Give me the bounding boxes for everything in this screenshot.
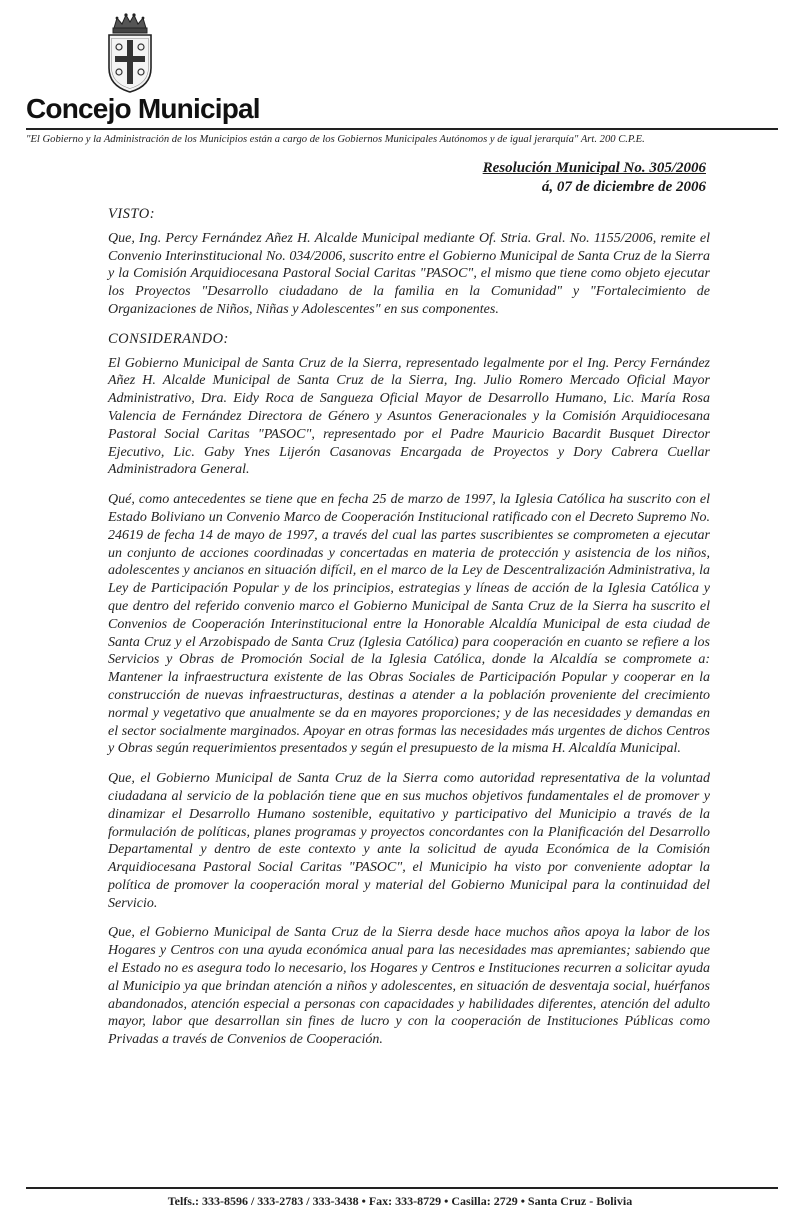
document-body: [108, 203, 710, 1049]
visto-heading: VISTO:: [108, 206, 156, 222]
considerando-paragraph: Que, el Gobierno Municipal de Santa Cruz de la Sierra como autoridad representativa de la voluntad ciudadana al servicio de la población tiene que en sus muchos objetivos fundamentales el de promover y dinamizar el Desarrollo Humano sostenible, equitativo y participativo del Municipio a través de la formulación de políticas, planes programas y proyectos concordantes con la Planificación del Desarrollo Departamental y dentro de este contexto y ante la solicitud de ayuda Económica de la Comisión Arquidiocesana Pastoral Social Caritas "PASOC", el Municipio ha visto por conveniente adoptar la política de promover la cooperación moral y material del Gobierno Municipal para la continuidad del Servicio.: [108, 771, 710, 911]
considerando-heading: CONSIDERANDO:: [108, 330, 229, 347]
footer-contact: Telfs.: 333-8596 / 333-2783 / 333-3438 • Fax: 333-8729 • Casilla: 2729 • Santa Cruz - Bolivia: [167, 1194, 633, 1208]
constitution-motto: "El Gobierno y la Administración de los Municipios están a cargo de los Gobiernos Municipales Autónomos y de igual jerarquía" Art. 200 C.P.E.: [26, 134, 645, 145]
council-name: Concejo Municipal: [26, 93, 260, 124]
visto-paragraph: Que, Ing. Percy Fernández Añez H. Alcalde Municipal mediante Of. Stria. Gral. No. 1155/2006, remite el Convenio Interinstitucional No. 034/2006, suscrito entre el Gobierno Municipal de Santa Cruz de la Sierra y la Comisión Arquidiocesana Pastoral Social Caritas "PASOC", el mismo que tiene como objeto ejecutar los Proyectos "Desarrollo ciudadano de la familia en la Comunidad" y "Fortalecimiento de Organizaciones de Niños, Niñas y Adolescentes" en sus componentes.: [108, 230, 710, 317]
considerando-paragraph: Que, el Gobierno Municipal de Santa Cruz de la Sierra desde hace muchos años apoya la labor de los Hogares y Centros con una ayuda económica anual para las necesidades mas apremiantes; sabiendo que el Estado no es asegura todo lo necesario, los Hogares y Centros e Instituciones recurren a solicitar ayuda al Municipio ya que brindan atención a niños y adolescentes, en situación de desventaja social, huérfanos abandonados, atención especial a personas con capacidades y habilidades diferentes, atención del adulto mayor, labor que desarrollan sin fines de lucro y con la cooperación de Instituciones Públicas como Privadas a través de Convenios de Cooperación.: [108, 925, 710, 1048]
considerando-paragraph: Qué, como antecedentes se tiene que en fecha 25 de marzo de 1997, la Iglesia Católica ha suscrito con el Estado Boliviano un Convenio Marco de Cooperación Institucional ratificado con el Decreto Supremo No. 24619 de fecha 14 de mayo de 1997, a través del cual las partes suscribientes se comprometen a ejecutar un conjunto de acciones coordinadas y concertadas en materia de protección y asistencia de los niños, adolescentes y ancianos en situación difícil, en el marco de la Ley de Descentralización Administrativa, la Ley de Participación Popular y de los principios, estrategias y líneas de acción de la Iglesia Católica y que dentro del referido convenio marco el Gobierno Municipal de Santa Cruz de la Sierra ha suscrito el Convenios de Cooperación Interinstitucional entre la Honorable Alcaldía Municipal de esta ciudad de Santa Cruz y el Arzobispado de Santa Cruz (Iglesia Católica) para cooperación en cuanto se refiere a los Servicios y Obras de Promoción Social de la Iglesia Católica, donde la Alcaldía se compromete a: Mantener la infraestructura existente de las Obras Sociales de Participación Popular y cooperar en la construcción de nuevas infraestructuras, destinas a atender a la población proveniente del crecimiento normal y vegetativo que anualmente se da en mayores proporciones; y de las necesidades y demandas en el sector socialmente marginados. Apoyar en otras formas las necesidades más urgentes de dichos Centros y Obras según requerimientos presentados y según el presupuesto de la misma H. Alcaldía Municipal.: [108, 492, 710, 757]
header-divider: [26, 128, 778, 130]
considerando-paragraph: El Gobierno Municipal de Santa Cruz de la Sierra, representado legalmente por el Ing. Percy Fernández Añez H. Alcalde Municipal de Santa Cruz de la Sierra, Ing. Julio Romero Mercado Oficial Mayor Administrativo, Dra. Eidy Roca de Sangueza Oficial Mayor de Desarrollo Humano, Lic. María Rosa Valencia de Fernández Directora de Género y Asuntos Generacionales y la Comisión Arquidiocesana Pastoral Social Caritas "PASOC", representado por el Padre Mauricio Bacardit Busquet Director Ejecutivo, Lic. Gaby Ynes Lijerón Casanovas Encargada de Proyectos y Dory Cabrera Cuellar Administradora General.: [108, 355, 710, 478]
footer-divider: [26, 1187, 778, 1189]
resolution-date: á, 07 de diciembre de 2006: [541, 179, 706, 195]
coat-of-arms-logo: [104, 12, 156, 94]
resolution-number: Resolución Municipal No. 305/2006: [482, 160, 706, 176]
